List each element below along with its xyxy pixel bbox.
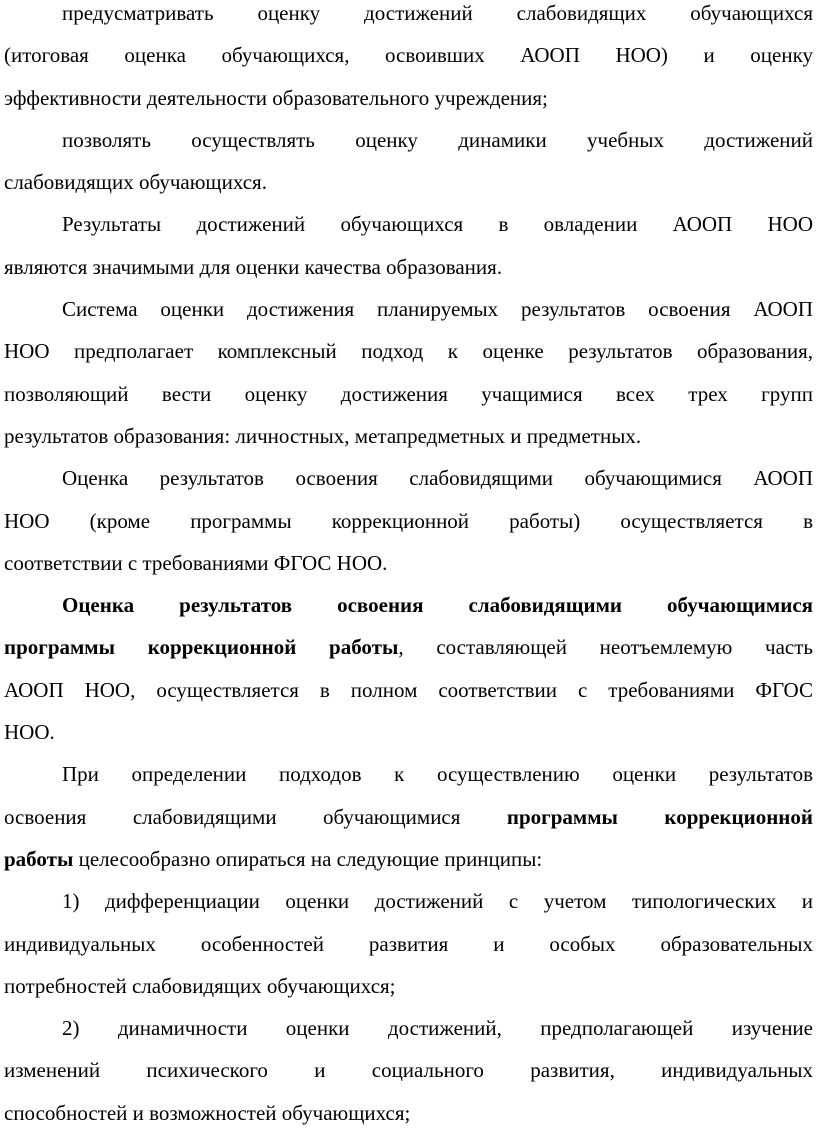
text-run: результатов образования: личностных, метапредметных и предметных.: [4, 423, 642, 448]
text-run: потребностей слабовидящих обучающихся;: [4, 973, 396, 998]
text-run: слабовидящих обучающихся.: [4, 170, 267, 195]
text-run: освоения слабовидящими обучающимися: [4, 804, 507, 829]
text-line: [4, 965, 813, 1007]
text-run: соответствии с требованиями ФГОС НОО.: [4, 550, 388, 575]
text-run: целесообразно опираться на следующие принципы:: [73, 846, 543, 871]
text-run: , составляющей неотъемлемую часть: [398, 635, 814, 660]
text-run: НОО (кроме программы коррекционной работы) осуществляется в: [4, 508, 813, 533]
text-run: индивидуальных особенностей развития и особых образовательных: [4, 931, 813, 956]
text-run: Система оценки достижения планируемых результатов освоения АООП: [62, 297, 813, 322]
text-line: [4, 246, 813, 288]
bold-text-run: работы: [4, 846, 74, 871]
text-line: [4, 203, 813, 245]
text-run: позволяющий вести оценку достижения учащимися всех трех групп: [4, 381, 813, 406]
bold-text-run: программы коррекционной: [506, 804, 813, 829]
text-line: [4, 1092, 813, 1134]
bold-text-run: Оценка результатов освоения слабовидящими обучающимися: [62, 593, 813, 618]
text-line: [4, 373, 813, 415]
text-line: [4, 415, 813, 457]
text-line: [4, 0, 813, 34]
text-line: [4, 330, 813, 372]
text-run: являются значимыми для оценки качества образования.: [4, 254, 503, 279]
text-line: [4, 796, 813, 838]
text-run: 1) дифференциации оценки достижений с учетом типологических и: [62, 889, 813, 914]
text-run: НОО предполагает комплексный подход к оценке результатов образования,: [4, 339, 813, 364]
text-line: [4, 753, 813, 795]
text-line: [4, 542, 813, 584]
text-line: [4, 119, 813, 161]
text-run: изменений психического и социального развития, индивидуальных: [4, 1058, 813, 1083]
text-run: способностей и возможностей обучающихся;: [4, 1100, 411, 1125]
text-line: [4, 288, 813, 330]
text-line: [4, 77, 813, 119]
text-line: [4, 626, 813, 668]
text-run: АООП НОО, осуществляется в полном соответствии с требованиями ФГОС: [4, 677, 813, 702]
text-line: [4, 838, 813, 880]
text-line: [4, 880, 813, 922]
bold-text-run: программы коррекционной работы: [4, 635, 399, 660]
text-run: При определении подходов к осуществлению оценки результатов: [62, 762, 813, 787]
text-line: [4, 1007, 813, 1049]
text-line: [4, 161, 813, 203]
text-line: [4, 1049, 813, 1091]
text-run: НОО.: [4, 720, 55, 745]
text-run: Оценка результатов освоения слабовидящими обучающимися АООП: [62, 466, 813, 491]
text-line: [4, 923, 813, 965]
text-line: [4, 584, 813, 626]
text-run: Результаты достижений обучающихся в овладении АООП НОО: [62, 212, 813, 237]
text-run: позволять осуществлять оценку динамики учебных достижений: [62, 127, 813, 152]
text-line: [4, 711, 813, 753]
text-line: [4, 34, 813, 76]
text-run: эффективности деятельности образовательного учреждения;: [4, 85, 548, 110]
text-run: 2) динамичности оценки достижений, предполагающей изучение: [62, 1016, 813, 1041]
text-run: предусматривать оценку достижений слабовидящих обучающихся: [62, 1, 813, 25]
text-line: [4, 500, 813, 542]
text-line: [4, 457, 813, 499]
text-line: [4, 669, 813, 711]
text-run: (итоговая оценка обучающихся, освоивших АООП НОО) и оценку: [4, 43, 813, 68]
